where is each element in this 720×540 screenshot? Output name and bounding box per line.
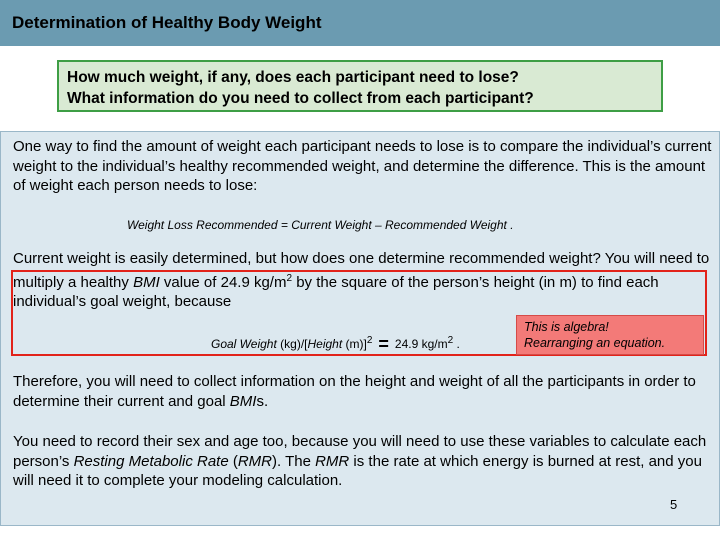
question-2: What information do you need to collect from each participant? [67,90,534,107]
paragraph-collect-info [13,372,713,411]
text-run: . [453,337,460,351]
question-box [57,60,663,112]
rmr-full-term: Resting Metabolic Rate [73,452,229,470]
text-run: (m)] [342,337,367,351]
bmi-term: BMI [133,273,160,291]
title-bar [0,0,720,46]
algebra-note-line-2: Rearranging an equation. [524,336,666,350]
paragraph-intro: One way to find the amount of weight each participant needs to lose is to compare the individual’s current weight to the individual’s healthy recommended weight, and determine the difference. This is the amount of weight each person needs to lose: [13,138,712,194]
superscript: 2 [286,272,293,284]
page-number: 5 [670,497,678,512]
text-run: ). The [272,452,316,470]
rmr-term: RMR [315,452,350,470]
text-run: Therefore, you will need to collect information on the height and weight of all the participants in order to determine their current and goal [13,373,696,410]
superscript: 2 [366,335,373,346]
superscript: 2 [447,335,454,346]
text-run: ( [228,452,238,470]
text-run: s. [256,392,269,410]
slide-title: Determination of Healthy Body Weight [12,13,322,32]
algebra-note-line-1: This is algebra! [524,320,609,334]
height-term: Height [307,337,343,351]
text-run: value of 24.9 kg/m [159,273,287,291]
goal-weight-term: Goal Weight [211,337,277,351]
text-run: Current weight is easily determined, but how does one determine recommended weight? You will need to multiply a healthy [13,250,710,291]
bmi-value: 24.9 kg/m [394,337,448,351]
text-run: is the rate at which energy is burned at rest, and you will need it to complete your modeling calculation. [13,452,702,489]
content-box [0,131,720,526]
text-run: You need to record their sex and age too, because you will need to use these variables to calculate each person’s [13,433,707,470]
goal-weight-formula [211,334,460,355]
question-1: How much weight, if any, does each participant need to lose? [67,69,519,86]
bmi-term: BMI [229,392,257,410]
text-run: by the square of the person’s height (in m) to find each individual’s goal weight, because [13,273,659,310]
paragraph-rmr [13,432,713,491]
algebra-note [516,315,704,355]
equals-sign: = [378,334,389,354]
weight-loss-formula: Weight Loss Recommended = Current Weight – Recommended Weight . [127,218,514,232]
text-run: (kg)/[ [276,337,308,351]
rmr-term: RMR [237,452,273,470]
